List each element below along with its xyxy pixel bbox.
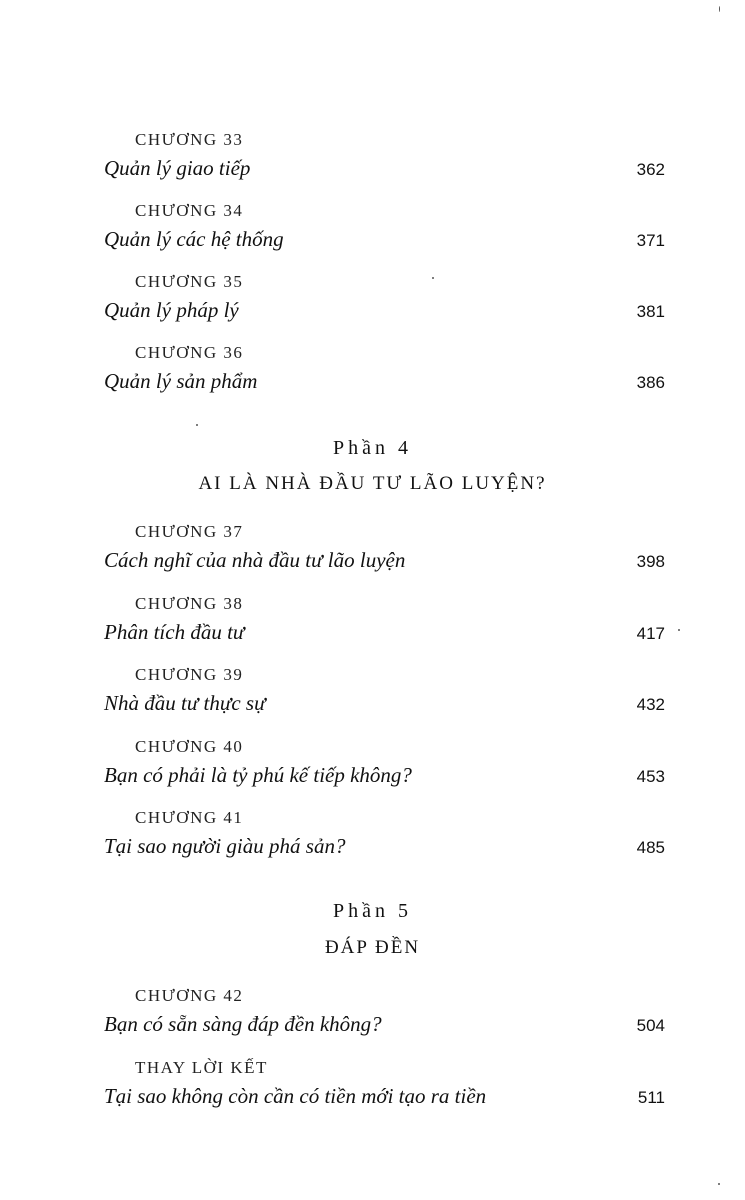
part-label: Phần 4 xyxy=(333,437,412,459)
chapter-page-number: 398 xyxy=(636,552,665,571)
conclusion-page-number: 511 xyxy=(637,1088,665,1107)
conclusion-label: THAY LỜI KẾT xyxy=(135,1058,268,1077)
chapter-title: Cách nghĩ của nhà đầu tư lão luyện xyxy=(104,548,406,572)
scan-speck xyxy=(719,6,720,12)
chapter-page-number: 381 xyxy=(636,302,665,321)
chapter-title: Nhà đầu tư thực sự xyxy=(104,691,266,715)
chapter-label: CHƯƠNG 33 xyxy=(135,130,244,149)
chapter-title: Tại sao người giàu phá sản? xyxy=(104,834,346,858)
scan-speck xyxy=(678,629,680,631)
scan-speck xyxy=(196,424,198,426)
chapter-page-number: 453 xyxy=(636,767,665,786)
chapter-title: Quản lý pháp lý xyxy=(104,298,239,322)
chapter-label: CHƯƠNG 36 xyxy=(135,343,244,362)
chapter-title: Quản lý các hệ thống xyxy=(104,227,284,251)
chapter-label: CHƯƠNG 42 xyxy=(135,986,244,1005)
chapter-title: Bạn có sẵn sàng đáp đền không? xyxy=(104,1012,382,1036)
chapter-label: CHƯƠNG 40 xyxy=(135,737,244,756)
chapter-title: Bạn có phải là tỷ phú kế tiếp không? xyxy=(104,763,412,787)
scan-speck xyxy=(718,1183,720,1185)
chapter-page-number: 362 xyxy=(636,160,665,179)
part-label: Phần 5 xyxy=(333,900,412,922)
chapter-title: Quản lý sản phẩm xyxy=(104,369,258,393)
chapter-label: CHƯƠNG 34 xyxy=(135,201,244,220)
chapter-label: CHƯƠNG 39 xyxy=(135,665,244,684)
conclusion-title: Tại sao không còn cần có tiền mới tạo ra tiền xyxy=(104,1084,487,1108)
chapter-title: Phân tích đầu tư xyxy=(104,620,245,644)
part-title: ĐÁP ĐỀN xyxy=(324,937,421,958)
chapter-page-number: 432 xyxy=(636,695,665,714)
scan-speck xyxy=(432,277,434,279)
chapter-title: Quản lý giao tiếp xyxy=(104,156,251,180)
chapter-page-number: 386 xyxy=(636,373,665,392)
chapter-label: CHƯƠNG 35 xyxy=(135,272,244,291)
part-title: AI LÀ NHÀ ĐẦU TƯ LÃO LUYỆN? xyxy=(198,473,547,494)
chapter-label: CHƯƠNG 41 xyxy=(135,808,244,827)
chapter-page-number: 417 xyxy=(636,624,665,643)
chapter-page-number: 504 xyxy=(636,1016,665,1035)
chapter-page-number: 371 xyxy=(636,231,665,250)
chapter-page-number: 485 xyxy=(636,838,665,857)
chapter-label: CHƯƠNG 37 xyxy=(135,522,244,541)
chapter-label: CHƯƠNG 38 xyxy=(135,594,244,613)
